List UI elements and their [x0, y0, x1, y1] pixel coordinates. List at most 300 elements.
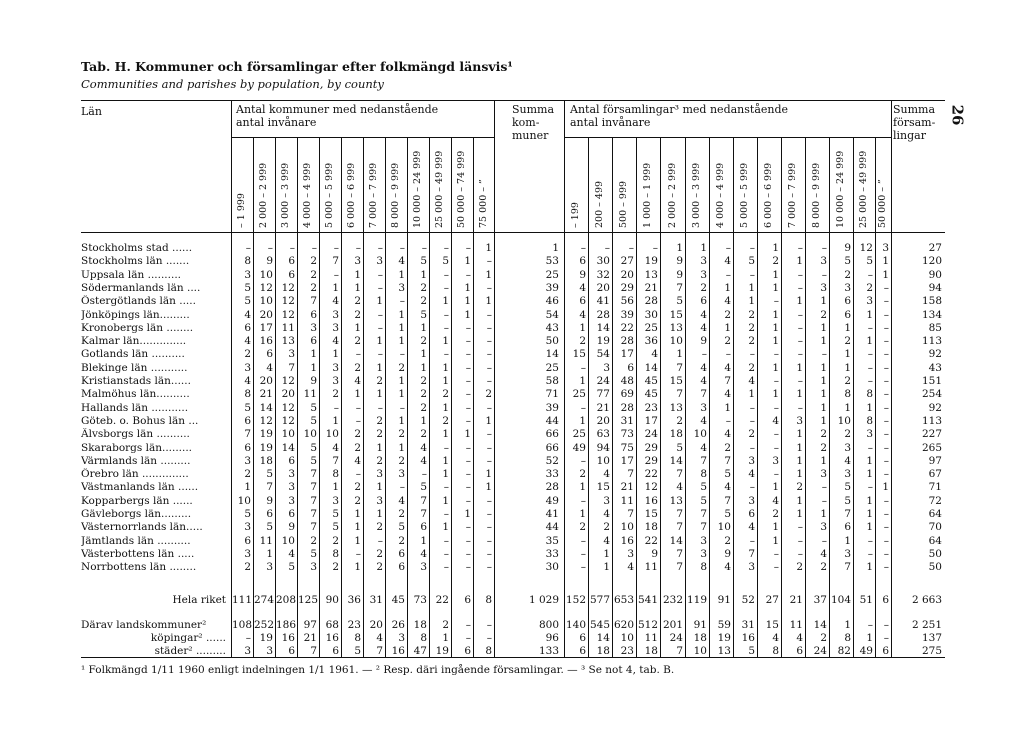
- forsamling-cell: –: [749, 481, 755, 493]
- summa-kommuner-cell: 46: [545, 295, 559, 307]
- kommun-cell: 4: [332, 442, 339, 454]
- forsamling-cell: 13: [669, 402, 683, 414]
- forsamling-cell: –: [580, 242, 586, 254]
- forsamling-cell: 24: [596, 375, 610, 387]
- forsamling-cell: 7: [676, 645, 683, 657]
- forsamling-cell: 6: [844, 309, 851, 321]
- forsamling-cell: 4: [651, 348, 658, 360]
- forsamling-cell: 2: [579, 335, 586, 347]
- kommun-cell: 1: [464, 295, 471, 307]
- header-summa-kommuner-1: Summa: [512, 103, 555, 116]
- forsamling-cell: –: [580, 362, 586, 374]
- forsamling-cell: 24: [644, 428, 658, 440]
- forsamling-cell: –: [797, 269, 803, 281]
- forsamling-cell: 30: [644, 309, 658, 321]
- forsamling-cell: –: [725, 348, 731, 360]
- forsamling-cell: –: [867, 535, 873, 547]
- kommun-cell: 1: [244, 481, 251, 493]
- forsamling-cell: –: [725, 269, 731, 281]
- kommun-cell: 5: [354, 645, 361, 657]
- forsamling-cell: 7: [724, 375, 731, 387]
- forsamling-column-header: 7 000 – 7 999: [787, 162, 798, 228]
- forsamling-cell: 7: [627, 508, 634, 520]
- kommun-cell: –: [289, 242, 295, 254]
- forsamling-cell: –: [883, 282, 889, 294]
- kommun-cell: –: [486, 548, 492, 560]
- kommun-cell: 2: [398, 455, 405, 467]
- forsamling-cell: 52: [741, 594, 755, 606]
- kommun-cell: 1: [442, 402, 449, 414]
- forsamling-cell: 2: [579, 468, 586, 480]
- kommun-cell: 7: [332, 455, 339, 467]
- forsamling-cell: 3: [603, 362, 610, 374]
- kommun-cell: 16: [259, 335, 273, 347]
- forsamling-cell: –: [725, 242, 731, 254]
- forsamling-cell: 94: [596, 442, 610, 454]
- kommun-cell: 16: [325, 632, 339, 644]
- forsamling-cell: 1: [579, 322, 586, 334]
- forsamling-cell: 2: [844, 335, 851, 347]
- summa-forsamlingar-cell: 275: [921, 645, 942, 657]
- forsamling-cell: 1: [820, 415, 827, 427]
- forsamling-cell: –: [604, 242, 610, 254]
- forsamling-cell: 14: [644, 362, 658, 374]
- summa-forsamlingar-cell: 265: [921, 442, 942, 454]
- header-summa-forsamlingar-1: Summa: [893, 103, 936, 116]
- forsamling-cell: –: [867, 362, 873, 374]
- forsamling-cell: 1: [772, 362, 779, 374]
- forsamling-cell: 2: [844, 428, 851, 440]
- summa-kommuner-cell: 66: [545, 428, 559, 440]
- kommun-cell: 125: [298, 594, 319, 606]
- summa-forsamlingar-cell: 134: [921, 309, 942, 321]
- forsamling-cell: 1: [866, 455, 873, 467]
- forsamling-cell: 3: [700, 402, 707, 414]
- forsamling-cell: 4: [603, 468, 610, 480]
- kommun-cell: 90: [325, 594, 339, 606]
- forsamling-cell: 4: [700, 375, 707, 387]
- summa-forsamlingar-cell: 92: [928, 348, 942, 360]
- forsamling-cell: 4: [748, 521, 755, 533]
- kommun-cell: 1: [464, 428, 471, 440]
- forsamling-cell: 545: [589, 619, 610, 631]
- kommun-cell: –: [443, 442, 449, 454]
- forsamling-cell: –: [883, 619, 889, 631]
- forsamling-cell: 4: [724, 428, 731, 440]
- kommun-cell: 7: [420, 508, 427, 520]
- forsamling-cell: 23: [644, 402, 658, 414]
- forsamling-cell: 2: [579, 521, 586, 533]
- forsamling-cell: 1: [603, 561, 610, 573]
- forsamling-cell: 4: [579, 282, 586, 294]
- header-bottom-rule: [81, 232, 945, 233]
- forsamling-cell: 21: [596, 402, 610, 414]
- forsamling-cell: 2: [603, 521, 610, 533]
- kommun-cell: 3: [376, 255, 383, 267]
- forsamling-cell: 1: [820, 388, 827, 400]
- forsamling-cell: 1: [772, 282, 779, 294]
- forsamling-column-header: – 199: [570, 202, 581, 228]
- kommun-cell: 6: [244, 415, 251, 427]
- forsamling-column-header: 6 000 – 6 999: [763, 162, 774, 228]
- forsamling-cell: 4: [603, 508, 610, 520]
- forsamling-cell: 1: [676, 242, 683, 254]
- forsamling-cell: 24: [669, 632, 683, 644]
- kommun-cell: 4: [332, 295, 339, 307]
- forsamling-cell: 1: [796, 508, 803, 520]
- forsamling-cell: 7: [844, 561, 851, 573]
- kommun-cell: 8: [354, 632, 361, 644]
- forsamling-cell: 3: [748, 455, 755, 467]
- forsamling-cell: 4: [579, 309, 586, 321]
- forsamling-cell: –: [725, 415, 731, 427]
- kommun-cell: 5: [310, 402, 317, 414]
- kommun-cell: –: [377, 402, 383, 414]
- forsamling-cell: 1: [866, 508, 873, 520]
- forsamling-cell: 18: [669, 428, 683, 440]
- summa-forsamlingar-cell: 113: [921, 335, 942, 347]
- kommun-cell: 1: [332, 348, 339, 360]
- kommun-cell: 11: [303, 388, 317, 400]
- summa-forsamlingar-cell: 71: [928, 481, 942, 493]
- kommun-cell: 8: [485, 594, 492, 606]
- kommun-cell: –: [465, 481, 471, 493]
- kommun-cell: 6: [464, 645, 471, 657]
- kommun-cell: 3: [244, 362, 251, 374]
- forsamling-column-header: 50 000 – ”: [877, 179, 888, 228]
- forsamling-cell: 3: [844, 468, 851, 480]
- kommun-cell: 1: [464, 282, 471, 294]
- kommun-cell: 4: [244, 335, 251, 347]
- kommun-cell: 1: [442, 468, 449, 480]
- kommun-cell: 2: [376, 548, 383, 560]
- kommun-cell: –: [465, 242, 471, 254]
- kommun-cell: –: [377, 322, 383, 334]
- kommun-cell: 18: [259, 455, 273, 467]
- forsamling-cell: –: [883, 348, 889, 360]
- kommun-cell: 5: [442, 255, 449, 267]
- kommun-cell: 5: [266, 468, 273, 480]
- forsamling-cell: 5: [724, 508, 731, 520]
- kommun-cell: 4: [332, 335, 339, 347]
- forsamling-cell: 8: [700, 468, 707, 480]
- forsamling-cell: 3: [748, 561, 755, 573]
- kommun-cell: –: [355, 348, 361, 360]
- forsamling-cell: –: [749, 415, 755, 427]
- forsamling-cell: 10: [693, 645, 707, 657]
- kommun-cell: 16: [391, 645, 405, 657]
- forsamling-cell: –: [773, 295, 779, 307]
- kommun-cell: 1: [398, 388, 405, 400]
- forsamling-cell: –: [821, 348, 827, 360]
- forsamling-cell: 21: [644, 282, 658, 294]
- forsamling-cell: –: [883, 535, 889, 547]
- forsamling-cell: 5: [844, 481, 851, 493]
- kommun-cell: 2: [310, 269, 317, 281]
- header-summa-kommuner-3: muner: [512, 129, 549, 142]
- forsamling-cell: 5: [866, 255, 873, 267]
- forsamling-cell: 49: [572, 442, 586, 454]
- forsamling-cell: –: [867, 442, 873, 454]
- forsamling-cell: –: [773, 402, 779, 414]
- kommun-column-header: 7 000 – 7 999: [368, 162, 379, 228]
- kommun-cell: 14: [281, 442, 295, 454]
- header-summa-forsamlingar-3: lingar: [893, 129, 926, 142]
- forsamling-cell: 1: [820, 508, 827, 520]
- kommun-cell: 5: [310, 455, 317, 467]
- kommun-cell: 21: [259, 388, 273, 400]
- kommun-cell: –: [465, 362, 471, 374]
- kommun-cell: 26: [391, 619, 405, 631]
- forsamling-cell: 11: [644, 632, 658, 644]
- forsamling-cell: 10: [837, 415, 851, 427]
- forsamling-cell: 29: [644, 455, 658, 467]
- forsamling-cell: 2: [748, 335, 755, 347]
- forsamling-cell: 4: [772, 415, 779, 427]
- forsamling-cell: –: [580, 495, 586, 507]
- kommun-cell: 19: [259, 428, 273, 440]
- forsamling-cell: 14: [596, 632, 610, 644]
- forsamling-cell: 5: [676, 295, 683, 307]
- forsamling-cell: 3: [882, 242, 889, 254]
- kommun-cell: 7: [376, 645, 383, 657]
- kommun-cell: 1: [420, 415, 427, 427]
- forsamling-cell: –: [797, 309, 803, 321]
- forsamling-cell: 5: [676, 442, 683, 454]
- forsamling-cell: 4: [724, 362, 731, 374]
- forsamling-cell: –: [883, 375, 889, 387]
- forsamling-cell: 28: [596, 309, 610, 321]
- forsamling-cell: 4: [748, 375, 755, 387]
- kommun-cell: 6: [464, 594, 471, 606]
- kommun-cell: –: [377, 282, 383, 294]
- forsamling-cell: 3: [820, 468, 827, 480]
- kommun-cell: 8: [244, 255, 251, 267]
- row-label: Jämtlands län ..........: [81, 535, 191, 547]
- forsamling-cell: 1: [820, 455, 827, 467]
- kommun-cell: –: [486, 632, 492, 644]
- row-label: Västerbottens län .....: [81, 548, 195, 560]
- forsamling-cell: 1: [844, 535, 851, 547]
- forsamling-cell: 77: [596, 388, 610, 400]
- forsamling-cell: 1: [882, 255, 889, 267]
- kommun-cell: 36: [347, 594, 361, 606]
- kommun-cell: 1: [442, 521, 449, 533]
- footnote: ¹ Folkmängd 1/11 1960 enligt indelningen 1/1 1961. — ² Resp. däri ingående församlingar. — ³ Se not 4, tab. B.: [81, 664, 675, 676]
- forsamling-cell: 2: [748, 428, 755, 440]
- kommun-cell: 3: [310, 322, 317, 334]
- forsamling-cell: 2: [844, 375, 851, 387]
- kommun-cell: 2: [244, 348, 251, 360]
- forsamling-cell: 541: [637, 594, 658, 606]
- forsamling-cell: –: [580, 535, 586, 547]
- forsamling-cell: –: [867, 548, 873, 560]
- forsamling-cell: –: [821, 269, 827, 281]
- forsamling-cell: –: [797, 548, 803, 560]
- kommun-cell: –: [465, 495, 471, 507]
- forsamling-cell: –: [867, 619, 873, 631]
- forsamling-cell: –: [883, 548, 889, 560]
- forsamling-cell: 9: [651, 548, 658, 560]
- kommun-cell: 2: [376, 428, 383, 440]
- kommun-cell: 5: [244, 508, 251, 520]
- kommun-cell: 3: [244, 548, 251, 560]
- kommun-cell: –: [355, 468, 361, 480]
- forsamling-column-header: 1 000 – 1 999: [642, 162, 653, 228]
- kommun-cell: 3: [376, 495, 383, 507]
- forsamling-cell: 30: [596, 255, 610, 267]
- forsamling-cell: 1: [866, 468, 873, 480]
- kommun-cell: –: [245, 632, 251, 644]
- forsamling-cell: –: [797, 402, 803, 414]
- kommun-cell: 19: [435, 645, 449, 657]
- kommun-cell: 31: [369, 594, 383, 606]
- summa-kommuner-cell: 1: [552, 242, 559, 254]
- forsamling-cell: 2: [796, 481, 803, 493]
- kommun-cell: –: [486, 362, 492, 374]
- kommun-cell: 12: [281, 415, 295, 427]
- forsamling-cell: 1: [724, 322, 731, 334]
- kommun-cell: 3: [398, 632, 405, 644]
- kommun-cell: 8: [244, 388, 251, 400]
- kommun-cell: –: [465, 468, 471, 480]
- kommun-cell: –: [377, 242, 383, 254]
- forsamling-cell: 14: [669, 455, 683, 467]
- forsamling-cell: 39: [620, 309, 634, 321]
- kommun-cell: 5: [332, 521, 339, 533]
- forsamling-cell: 577: [589, 594, 610, 606]
- kommun-cell: 1: [464, 255, 471, 267]
- forsamling-cell: 8: [772, 645, 779, 657]
- kommun-cell: 11: [259, 535, 273, 547]
- forsamling-cell: –: [773, 548, 779, 560]
- forsamling-cell: 13: [669, 495, 683, 507]
- kommun-column-header: 5 000 – 5 999: [324, 162, 335, 228]
- forsamling-cell: 2: [724, 535, 731, 547]
- forsamling-cell: 2: [724, 335, 731, 347]
- kommun-cell: 8: [420, 632, 427, 644]
- forsamling-cell: 91: [717, 594, 731, 606]
- kommun-cell: 22: [435, 594, 449, 606]
- forsamling-cell: 3: [844, 442, 851, 454]
- kommun-cell: 1: [398, 269, 405, 281]
- forsamling-cell: –: [773, 442, 779, 454]
- row-label: Skaraborgs län.........: [81, 442, 193, 454]
- kommun-cell: 3: [310, 561, 317, 573]
- forsamling-cell: 1: [820, 362, 827, 374]
- forsamling-cell: 1: [772, 521, 779, 533]
- kommun-cell: 16: [281, 632, 295, 644]
- forsamling-cell: 2: [748, 362, 755, 374]
- kommun-cell: 10: [281, 535, 295, 547]
- forsamling-cell: 63: [596, 428, 610, 440]
- kommun-cell: 2: [354, 428, 361, 440]
- summa-forsamlingar-cell: 43: [928, 362, 942, 374]
- forsamling-cell: –: [797, 242, 803, 254]
- kommun-cell: 5: [288, 561, 295, 573]
- kommun-cell: 10: [303, 428, 317, 440]
- forsamling-cell: 2: [748, 309, 755, 321]
- forsamling-cell: –: [867, 348, 873, 360]
- kommun-cell: –: [465, 561, 471, 573]
- forsamling-cell: 2: [772, 508, 779, 520]
- kommun-cell: 3: [332, 362, 339, 374]
- summa-kommuner-cell: 39: [545, 282, 559, 294]
- kommun-cell: –: [377, 269, 383, 281]
- forsamling-cell: –: [883, 455, 889, 467]
- kommun-column-header: 3 000 – 3 999: [280, 162, 291, 228]
- forsamling-cell: 1: [866, 561, 873, 573]
- kommun-cell: 1: [376, 362, 383, 374]
- kommun-cell: 4: [244, 375, 251, 387]
- forsamling-cell: 17: [620, 348, 634, 360]
- forsamling-cell: –: [773, 561, 779, 573]
- kommun-cell: 6: [288, 455, 295, 467]
- forsamling-cell: 1: [772, 535, 779, 547]
- forsamling-cell: –: [749, 242, 755, 254]
- forsamling-cell: –: [797, 375, 803, 387]
- summa-forsamlingar-cell: 158: [921, 295, 942, 307]
- kommun-cell: 10: [259, 269, 273, 281]
- row-label: Värmlands län .........: [81, 455, 191, 467]
- kommun-cell: 4: [420, 548, 427, 560]
- kommun-cell: 20: [281, 388, 295, 400]
- table-title: Tab. H. Kommuner och församlingar efter folkmängd länsvis¹: [81, 59, 513, 74]
- forsamling-cell: 7: [700, 508, 707, 520]
- kommun-cell: –: [333, 402, 339, 414]
- forsamling-cell: 7: [676, 548, 683, 560]
- kommun-cell: 45: [391, 594, 405, 606]
- kommun-cell: 1: [420, 362, 427, 374]
- kommun-cell: 5: [244, 295, 251, 307]
- kommun-cell: –: [486, 282, 492, 294]
- kommun-cell: 2: [376, 521, 383, 533]
- summa-forsamlingar-cell: 137: [921, 632, 942, 644]
- forsamling-cell: 2: [820, 632, 827, 644]
- forsamling-cell: 15: [596, 481, 610, 493]
- forsamling-cell: 10: [596, 455, 610, 467]
- forsamling-cell: 4: [676, 481, 683, 493]
- kommun-cell: 1: [376, 388, 383, 400]
- forsamling-cell: 6: [579, 645, 586, 657]
- forsamling-cell: 1: [676, 348, 683, 360]
- kommun-cell: 8: [485, 645, 492, 657]
- kommun-cell: 1: [420, 322, 427, 334]
- kommun-cell: 2: [244, 468, 251, 480]
- summa-kommuner-cell: 71: [545, 388, 559, 400]
- kommun-cell: 4: [244, 309, 251, 321]
- kommun-cell: 5: [266, 521, 273, 533]
- forsamling-cell: 1: [772, 388, 779, 400]
- forsamling-cell: 6: [579, 295, 586, 307]
- forsamling-cell: 1: [603, 548, 610, 560]
- forsamling-cell: –: [883, 632, 889, 644]
- kommun-cell: 2: [420, 295, 427, 307]
- forsamling-cell: 4: [700, 415, 707, 427]
- kommun-cell: 3: [288, 468, 295, 480]
- kommun-cell: 2: [442, 619, 449, 631]
- kommun-cell: 2: [442, 388, 449, 400]
- kommun-cell: –: [245, 242, 251, 254]
- forsamling-cell: –: [821, 242, 827, 254]
- kommun-cell: –: [486, 442, 492, 454]
- forsamling-cell: 119: [686, 594, 707, 606]
- summa-kommuner-cell: 41: [545, 508, 559, 520]
- kommun-cell: –: [355, 402, 361, 414]
- kommun-cell: 7: [244, 428, 251, 440]
- summa-forsamlingar-cell: 94: [928, 282, 942, 294]
- kommun-cell: 1: [420, 348, 427, 360]
